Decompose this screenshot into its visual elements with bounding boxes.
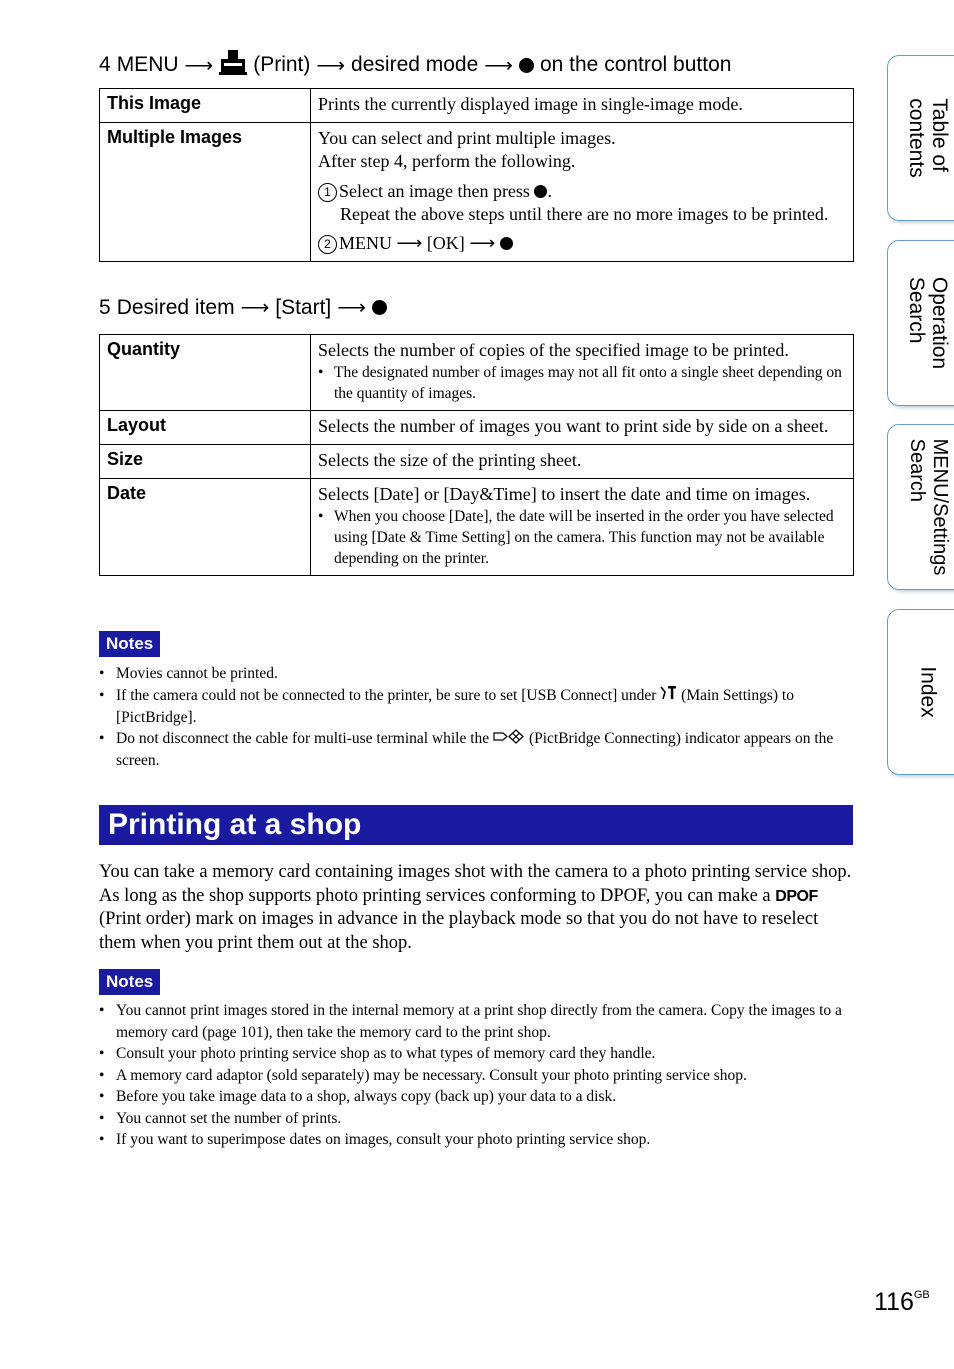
row-key: Size bbox=[100, 445, 311, 479]
row-key: Layout bbox=[100, 411, 311, 445]
row-value: Selects the size of the printing sheet. bbox=[311, 445, 854, 479]
row-value: Selects the number of images you want to print side by side on a sheet. bbox=[311, 411, 854, 445]
page-number bbox=[874, 1288, 930, 1317]
table-row bbox=[100, 411, 854, 445]
arrow-right-icon: ⟶ bbox=[240, 297, 270, 319]
value-bullet: • The designated number of images may not all fit onto a single sheet depending on the quantity of images. bbox=[318, 362, 846, 404]
table-row bbox=[100, 479, 854, 576]
tab-operation-search[interactable] bbox=[887, 240, 954, 406]
row-value bbox=[311, 479, 854, 576]
table-row bbox=[100, 335, 854, 411]
step-number: 5 bbox=[99, 295, 111, 319]
row-key: Quantity bbox=[100, 335, 311, 411]
note-text: (Main Settings) to [PictBridge]. bbox=[116, 686, 794, 726]
list-item: • Before you take image data to a shop, always copy (back up) your data to a disk. bbox=[99, 1086, 854, 1108]
list-item: • Movies cannot be printed. bbox=[99, 663, 854, 685]
arrow-right-icon: ⟶ bbox=[484, 54, 513, 77]
table-row bbox=[100, 89, 854, 123]
pictbridge-connecting-icon bbox=[493, 729, 525, 751]
print-icon bbox=[219, 49, 247, 81]
circled-number: 2 bbox=[318, 235, 337, 254]
notes-list bbox=[99, 663, 854, 772]
page-number-value: 116 bbox=[874, 1288, 914, 1316]
notes-badge: Notes bbox=[99, 969, 160, 995]
row-value: Prints the currently displayed image in single-image mode. bbox=[311, 89, 854, 123]
arrow-right-icon: ⟶ bbox=[469, 233, 496, 253]
tab-label: Index bbox=[916, 666, 940, 718]
control-button-center-icon bbox=[519, 58, 534, 73]
print-mode-table bbox=[99, 88, 854, 262]
tab-menu-settings-search[interactable] bbox=[887, 424, 954, 590]
substep-menu: MENU bbox=[339, 233, 392, 253]
body-paragraph bbox=[99, 861, 854, 955]
substep-2 bbox=[318, 232, 846, 255]
menu-label: MENU bbox=[116, 53, 179, 76]
control-button-center-icon bbox=[372, 300, 387, 315]
circled-number: 1 bbox=[318, 183, 337, 202]
list-item: • A memory card adaptor (sold separately) may be necessary. Consult your photo printing service shop. bbox=[99, 1065, 854, 1087]
table-row bbox=[100, 445, 854, 479]
list-item: • You cannot print images stored in the internal memory at a print shop directly from the camera. Copy the images to a memory card (page 101), then take the memory card to the print shop. bbox=[99, 1000, 854, 1043]
control-button-center-icon bbox=[534, 185, 547, 198]
start-label: [Start] bbox=[275, 295, 332, 319]
notes-list bbox=[99, 1000, 854, 1151]
step-5-instruction bbox=[99, 295, 387, 320]
arrow-right-icon: ⟶ bbox=[184, 54, 214, 77]
tab-table-of-contents[interactable] bbox=[887, 55, 954, 221]
value-line: After step 4, perform the following. bbox=[318, 151, 576, 171]
tab-index[interactable] bbox=[887, 609, 954, 775]
paragraph-text: You can take a memory card containing images shot with the camera to a photo printing service shop. As long as the shop supports photo printing services conforming to DPOF, you can make a bbox=[99, 862, 852, 906]
control-text: on the control button bbox=[539, 53, 732, 76]
dpof-mark: DPOF bbox=[775, 887, 818, 905]
list-item: • Consult your photo printing service shop as to what types of memory card they handle. bbox=[99, 1043, 854, 1065]
arrow-right-icon: ⟶ bbox=[396, 233, 423, 253]
value-line: Selects [Date] or [Day&Time] to insert the date and time on images. bbox=[318, 484, 811, 504]
step-4-instruction bbox=[99, 49, 731, 81]
desired-mode-label: desired mode bbox=[351, 53, 479, 76]
note-text: (PictBridge Connecting) indicator appears on the screen. bbox=[116, 730, 834, 770]
paragraph-text: (Print order) mark on images in advance in the playback mode so that you do not have to reselect them when you print them out at the shop. bbox=[99, 909, 819, 953]
desired-item-label: Desired item bbox=[116, 295, 235, 319]
list-item bbox=[99, 728, 854, 772]
tab-label: Table of contents bbox=[905, 98, 951, 178]
step-number: 4 bbox=[99, 53, 111, 76]
list-item bbox=[99, 685, 854, 729]
arrow-right-icon: ⟶ bbox=[316, 54, 346, 77]
note-text: Do not disconnect the cable for multi-use terminal while the bbox=[116, 730, 490, 748]
list-item: • If you want to superimpose dates on images, consult your photo printing service shop. bbox=[99, 1129, 854, 1151]
tab-label: Operation Search bbox=[905, 276, 951, 370]
settings-tool-icon bbox=[660, 685, 677, 707]
row-key: Multiple Images bbox=[100, 123, 311, 262]
row-key: Date bbox=[100, 479, 311, 576]
section-heading: Printing at a shop bbox=[99, 805, 853, 845]
print-settings-table bbox=[99, 334, 854, 576]
value-line: You can select and print multiple images. bbox=[318, 128, 616, 148]
table-row bbox=[100, 123, 854, 262]
row-key: This Image bbox=[100, 89, 311, 123]
substep-text: Select an image then press bbox=[339, 181, 530, 201]
substep-1: 1 Select an image then press . bbox=[318, 180, 846, 203]
control-button-center-icon bbox=[500, 237, 513, 250]
print-label: (Print) bbox=[253, 53, 311, 76]
value-line: Selects the number of copies of the specified image to be printed. bbox=[318, 340, 789, 360]
row-value bbox=[311, 335, 854, 411]
list-item: • You cannot set the number of prints. bbox=[99, 1108, 854, 1130]
row-value bbox=[311, 123, 854, 262]
arrow-right-icon: ⟶ bbox=[337, 297, 366, 319]
page-number-suffix: GB bbox=[913, 1289, 930, 1301]
substep-ok: [OK] bbox=[426, 233, 465, 253]
note-text: If the camera could not be connected to the printer, be sure to set [USB Connect] under bbox=[116, 686, 657, 704]
value-bullet: • When you choose [Date], the date will be inserted in the order you have selected using [Date & Time Setting] on the camera. This function may not be available depending on the printer. bbox=[318, 506, 846, 569]
tab-label: MENU/Settings Search bbox=[906, 438, 951, 576]
notes-badge: Notes bbox=[99, 631, 160, 657]
substep-text: Repeat the above steps until there are no more images to be printed. bbox=[340, 204, 829, 224]
